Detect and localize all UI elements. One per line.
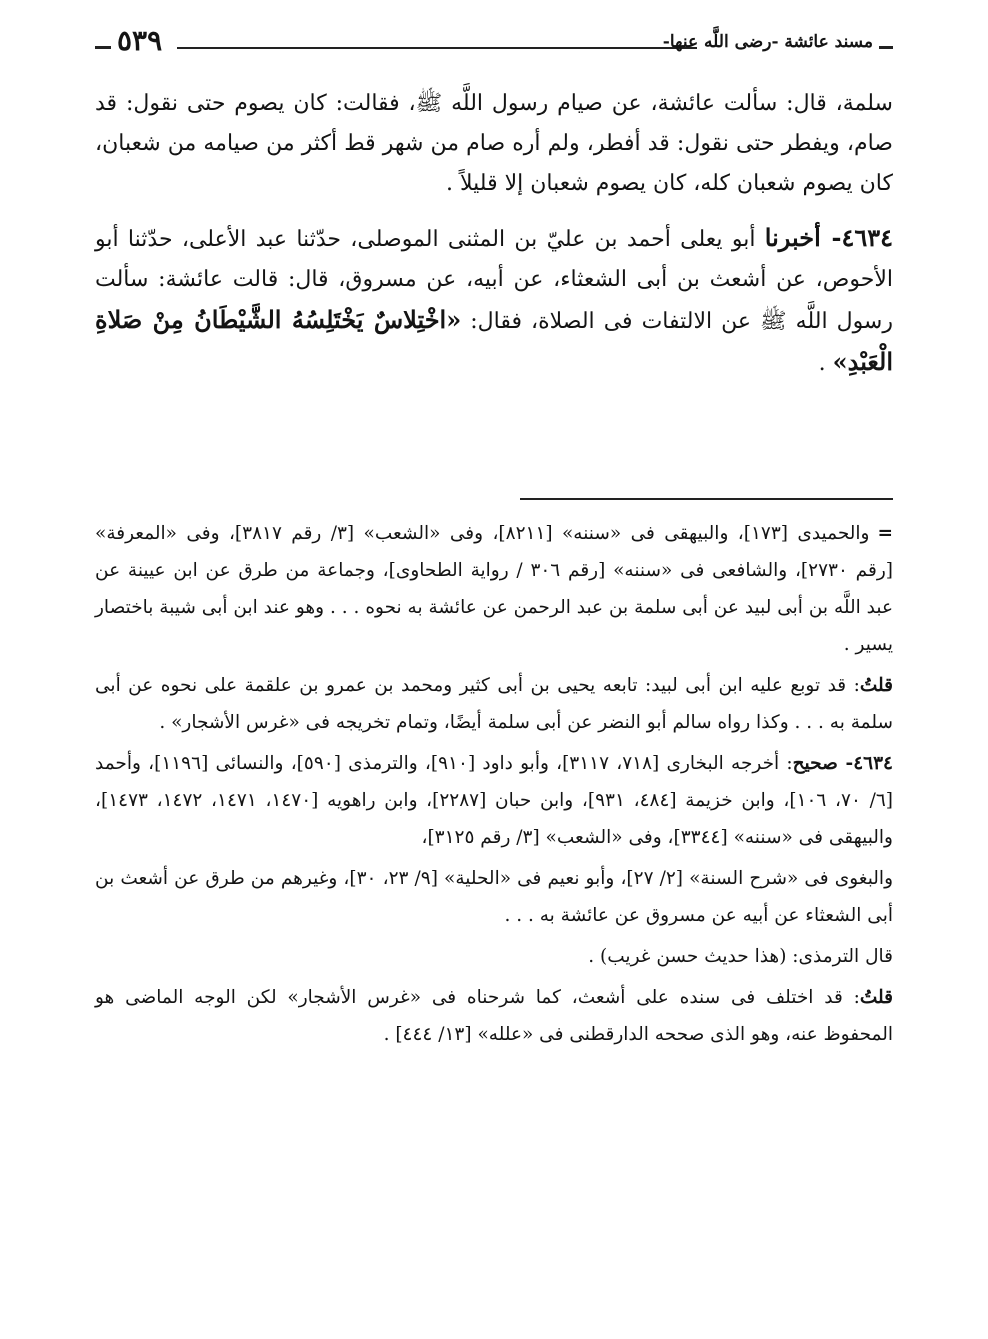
- header-dash-right: [879, 46, 893, 49]
- footnote-qultu-2: [95, 979, 893, 1053]
- hadith-number: ٤٦٣٤: [841, 223, 893, 252]
- hadith-end: .: [818, 351, 833, 376]
- qultu-label: قلتُ: [859, 987, 893, 1008]
- takhrij-label: - صحيح: [792, 753, 854, 774]
- footnote-takhrij: [95, 745, 893, 856]
- takhrij-number: ٤٦٣٤: [853, 753, 893, 774]
- footnote-text: : أخرجه البخارى [٧١٨، ٣١١٧]، وأبو داود [٩١٠]، والترمذى [٥٩٠]، والنسائى [١١٩٦]، وأحمد [٦/ ٧٠، ١٠٦]، وابن خزيمة [٤٨٤، ٩٣١]، وابن حبان [٢٢٨٧]، وابن راهويه [١٤٧٠، ١٤٧١، ١٤٧٢، ١٤٧٣]، والبيهقى فى «سننه» [٣٣٤٤]، وفى «الشعب» [٣/ رقم ٣١٢٥]،: [95, 753, 893, 848]
- continuation-mark: =: [877, 523, 893, 544]
- qultu-label: قلتُ: [859, 675, 893, 696]
- paragraph-continuation: سلمة، قال: سألت عائشة، عن صيام رسول اللَّه ﷺ، فقالت: كان يصوم حتى نقول: قد صام، ويفطر حتى نقول: قد أفطر، ولم أره صام من شهر قط أكثر من صيامه من شعبان، كان يصوم شعبان كله، كان يصوم شعبان إلا قليلاً .: [95, 91, 893, 196]
- footnote-text: والحميدى [١٧٣]، والبيهقى فى «سننه» [٨٢١١]، وفى «الشعب» [٣/ رقم ٣٨١٧]، وفى «المعرفة» [رقم ٢٧٣٠]، والشافعى فى «سننه» [رقم ٣٠٦ / رواية الطحاوى]، وجماعة من طرق عن ابن عيينة عن عبد اللَّه بن أبى لبيد عن أبى سلمة بن عبد الرحمن عن عائشة به نحوه . . . وهو عند ابن أبى شيبة باختصار يسير .: [95, 523, 893, 655]
- header-rule: [177, 47, 697, 49]
- footnotes: [95, 515, 893, 1053]
- hadith-paragraph: [95, 218, 893, 384]
- hadith-text: أبو يعلى أحمد بن عليّ بن المثنى الموصلى، حدّثنا عبد الأعلى، حدّثنا أبو الأحوص، عن أشعث بن أبى الشعثاء، عن أبيه، عن مسروق، قال: قالت عائشة: سألت رسول اللَّه ﷺ عن الالتفات فى الصلاة، فقال:: [95, 227, 893, 334]
- footnote-continuation: [95, 515, 893, 663]
- footnote-text: : قد توبع عليه ابن أبى لبيد: تابعه يحيى بن أبى كثير ومحمد بن عمرو بن علقمة على نحوه عن أبى سلمة به . . . وكذا رواه سالم أبو النضر عن أبى سلمة أيضًا، وتمام تخريجه فى «غرس الأشجار» .: [95, 675, 893, 733]
- footnote-tirmidhi: قال الترمذى: (هذا حديث حسن غريب) .: [588, 946, 893, 967]
- hadith-quote: «اخْتِلاسٌ يَخْتَلِسُهُ الشَّيْطَانُ مِنْ صَلاةِ الْعَبْدِ»: [95, 305, 893, 376]
- hadith-lead: - أخبرنا: [764, 223, 842, 252]
- footnote-sources: والبغوى فى «شرح السنة» [٢/ ٢٧]، وأبو نعيم فى «الحلية» [٩/ ٢٣، ٣٠]، وغيرهم من طرق عن أشعث بن أبى الشعثاء عن أبيه عن مسروق عن عائشة به . . .: [95, 868, 893, 926]
- footnote-separator: [520, 498, 893, 500]
- page-header: [95, 24, 893, 64]
- page-number: ٥٣٩: [117, 24, 163, 57]
- running-title: مسند عائشة -رضى اللَّه عنها-: [662, 32, 873, 52]
- footnote-text: : قد اختلف فى سنده على أشعث، كما شرحناه فى «غرس الأشجار» لكن الوجه الماضى هو المحفوظ عنه، وهو الذى صححه الدارقطنى فى «علله» [١٣/ ٤٤٤] .: [95, 987, 893, 1045]
- main-text: [95, 84, 893, 384]
- header-dash-left: [95, 46, 111, 49]
- footnote-qultu: [95, 667, 893, 741]
